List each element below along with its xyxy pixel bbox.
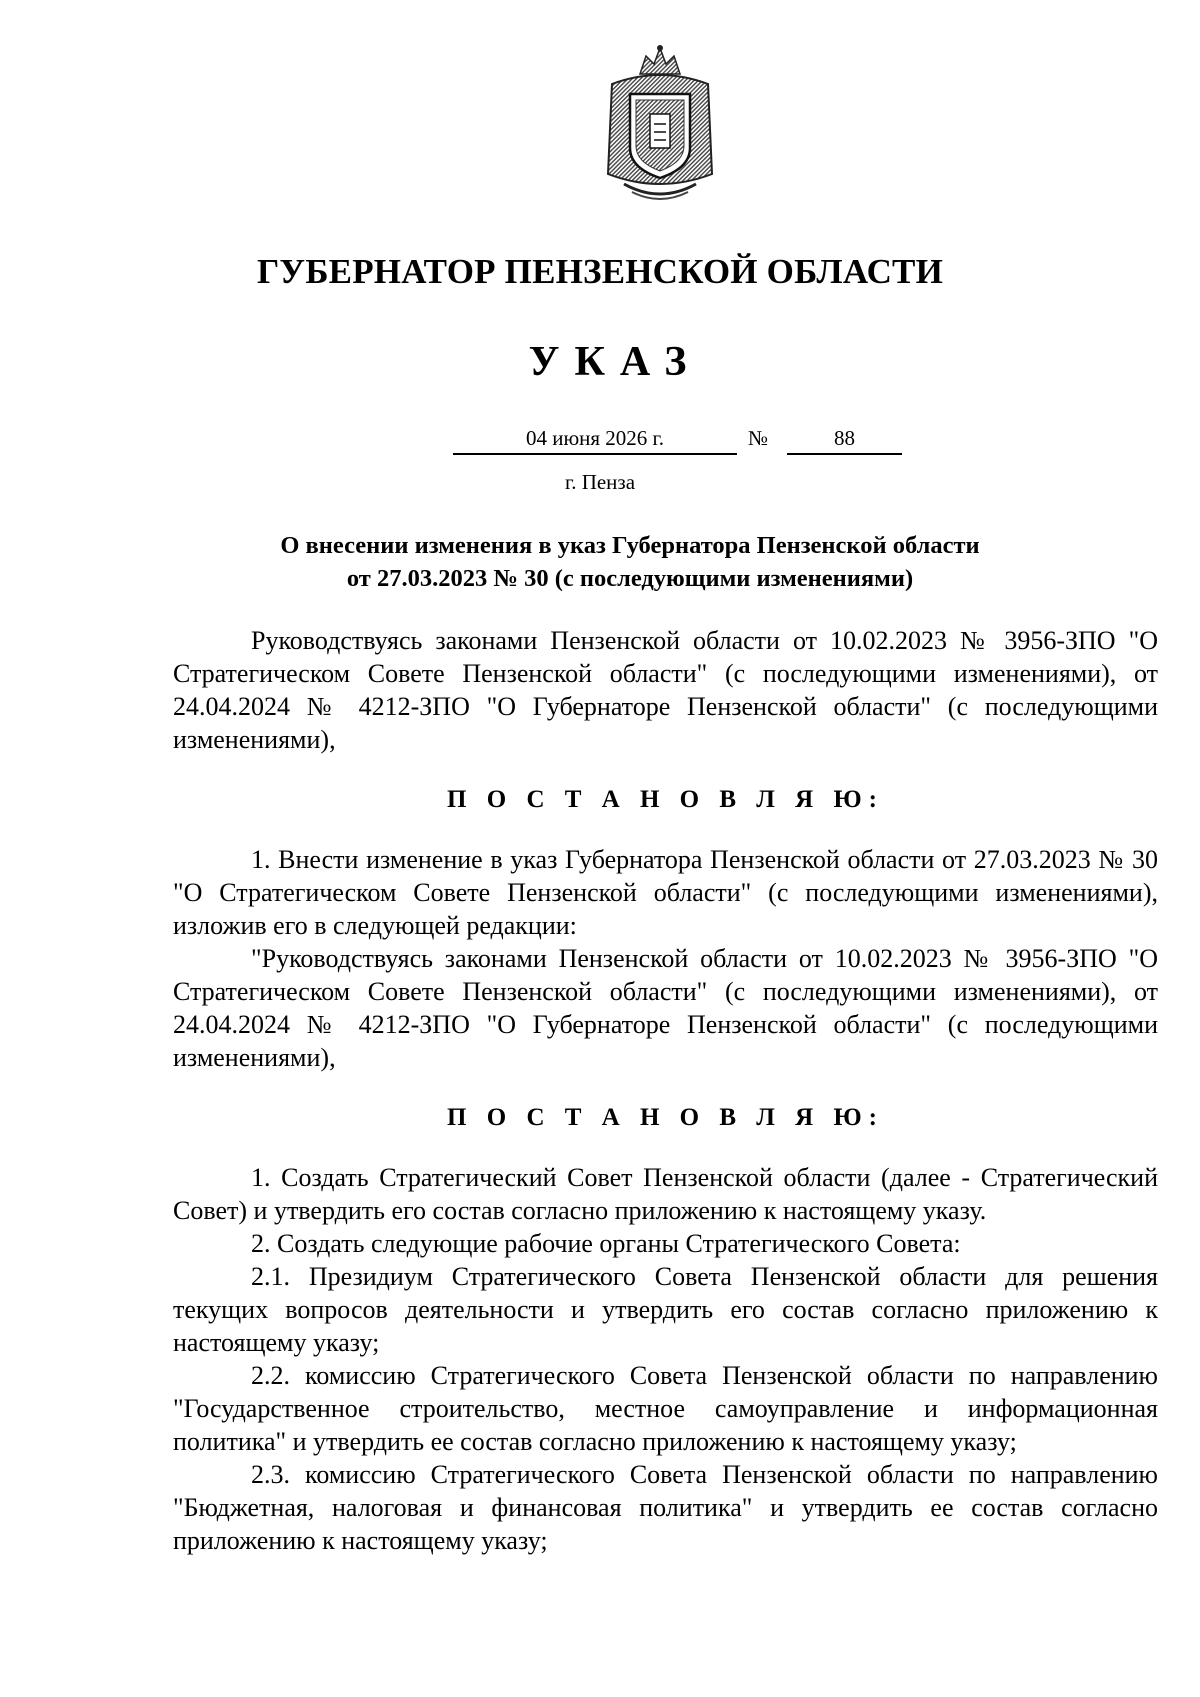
subject-line: от 27.03.2023 № 30 (с последующими изменениями) (346, 565, 914, 592)
issuing-authority: ГУБЕРНАТОР ПЕНЗЕНСКОЙ ОБЛАСТИ (256, 252, 944, 291)
list-item: 1. Создать Стратегический Совет Пензенской области (далее - Стратегический Совет) и утвердить его состав согласно приложению к настоящему указу. (173, 1163, 1158, 1225)
document-type: УКАЗ (528, 339, 702, 385)
subject-line: О внесении изменения в указ Губернатора Пензенской области (280, 532, 980, 559)
list-item: 1. Внести изменение в указ Губернатора Пензенской области от 27.03.2023 № 30 "О Стратегическом Совете Пензенской области" (с последующими изменениями), изложив его в следующей редакции: (173, 845, 1158, 940)
document-body (173, 624, 1158, 1557)
list-item: 2.2. комиссию Стратегического Совета Пензенской области по направлению "Государственное строительство, местное самоуправление и информационная политика" и утвердить ее состав согласно приложению к настоящему указу; (173, 1361, 1158, 1456)
preamble-paragraph: Руководствуясь законами Пензенской области от 10.02.2023 № 3956-ЗПО "О Стратегическом Совете Пензенской области" (с последующими изменениями), от 24.04.2024 № 4212-ЗПО "О Губернаторе Пензенской области" (с последующими изменениями), (173, 626, 1158, 754)
number-sign: № (748, 426, 769, 450)
document-subject (180, 529, 1080, 595)
decree-heading: П О С Т А Н О В Л Я Ю: (447, 786, 884, 813)
list-item: 2.1. Президиум Стратегического Совета Пензенской области для решения текущих вопросов деятельности и утвердить его состав согласно приложению к настоящему указу; (173, 1262, 1158, 1357)
coat-of-arms-icon (598, 44, 722, 204)
list-item: 2.3. комиссию Стратегического Совета Пензенской области по направлению "Бюджетная, налоговая и финансовая политика" и утвердить ее состав согласно приложению к настоящему указу; (173, 1460, 1158, 1555)
document-number: 88 (787, 425, 902, 455)
document-city: г. Пенза (564, 470, 636, 494)
decree-heading: П О С Т А Н О В Л Я Ю: (447, 1104, 884, 1131)
document-date: 04 июня 2026 г. (453, 425, 737, 455)
quoted-preamble-paragraph: "Руководствуясь законами Пензенской области от 10.02.2023 № 3956-ЗПО "О Стратегическом Совете Пензенской области" (с последующими изменениями), от 24.04.2024 № 4212-ЗПО "О Губернаторе Пензенской области" (с последующими изменениями), (173, 944, 1158, 1072)
list-item: 2. Создать следующие рабочие органы Стратегического Совета: (251, 1229, 961, 1258)
